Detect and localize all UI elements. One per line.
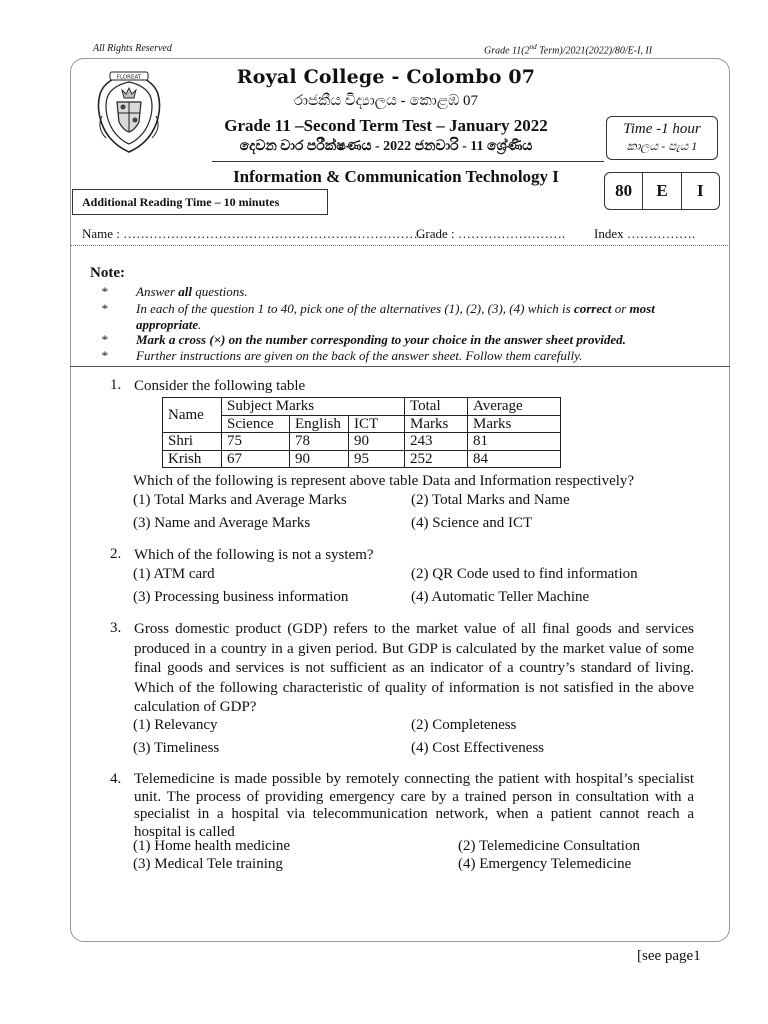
question-number: 2. (110, 546, 122, 562)
question-number: 1. (110, 377, 122, 393)
table-row (163, 433, 561, 451)
answer-option[interactable]: (3) Processing business information (133, 589, 349, 605)
note-item: In each of the question 1 to 40, pick one of the alternatives (1), (2), (3), (4) which is correct or most appropriate. (136, 301, 655, 332)
table-row (163, 450, 561, 468)
note-item: Further instructions are given on the back of the answer sheet. Follow them carefully. (136, 348, 583, 363)
index-field[interactable]: Index ……………. (594, 226, 696, 241)
test-title: Grade 11 –Second Term Test – January 2022 (224, 116, 548, 135)
table-cell: 90 (349, 433, 405, 451)
college-name: Royal College - Colombo 07 (236, 66, 536, 88)
subject-title: Information & Communication Technology I (233, 167, 559, 186)
answer-option[interactable]: (2) QR Code used to find information (411, 566, 638, 582)
table-cell: 84 (468, 450, 561, 468)
table-cell: 81 (468, 433, 561, 451)
answer-option[interactable]: (3) Timeliness (133, 740, 220, 756)
crest-banner-text: FLOREAT (116, 74, 142, 81)
table-cell: 90 (290, 450, 349, 468)
answer-option[interactable]: (4) Automatic Teller Machine (411, 589, 590, 605)
reading-time-box: Additional Reading Time – 10 minutes (72, 189, 328, 215)
answer-option[interactable]: (1) Relevancy (133, 717, 218, 733)
time-allowed: Time -1 hour (623, 121, 701, 137)
table-cell: 67 (222, 450, 290, 468)
subject-code: 80 (605, 173, 643, 209)
paper-code-line: Grade 11(2nd Term)/2021(2022)/80/E-I, II (484, 43, 653, 57)
question-number: 4. (110, 771, 122, 787)
table-cell: Krish (163, 450, 222, 468)
table-header: Subject Marks (222, 398, 405, 416)
name-field[interactable]: Name : …………………………………………………………….. (82, 226, 429, 241)
table-header: Marks (468, 415, 561, 433)
note-label: Note: (90, 265, 125, 281)
table-header: Average (468, 398, 561, 416)
table-header: Science (222, 415, 290, 433)
answer-option[interactable]: (1) Total Marks and Average Marks (133, 492, 347, 508)
medium-code: E (643, 173, 681, 209)
answer-option[interactable]: (1) ATM card (133, 566, 215, 582)
question-number: 3. (110, 620, 122, 636)
answer-option[interactable]: (4) Cost Effectiveness (411, 740, 545, 756)
note-bullet: * (101, 301, 108, 316)
table-cell: 95 (349, 450, 405, 468)
time-box (606, 116, 718, 160)
time-allowed-local: කාලය - පැය 1 (626, 139, 698, 153)
answer-option[interactable]: (2) Telemedicine Consultation (458, 838, 640, 854)
table-header: English (290, 415, 349, 433)
test-title-local: දෙවන වාර පරීක්ෂණය - 2022 ජනවාරි - 11 ශ්‍රේණිය (239, 139, 533, 154)
table-header: Total (405, 398, 468, 416)
table-cell: 78 (290, 433, 349, 451)
answer-option[interactable]: (3) Medical Tele training (133, 856, 283, 872)
table-header: Name (163, 398, 222, 433)
question-text: Which of the following is not a system? (134, 547, 374, 563)
note-item: Answer all questions. (136, 284, 248, 299)
answer-option[interactable]: (2) Total Marks and Name (411, 492, 570, 508)
note-item: Mark a cross (×) on the number corresponding to your choice in the answer sheet provided. (136, 332, 626, 347)
paper-number: I (697, 181, 704, 200)
paper-code-box (604, 172, 720, 210)
notes-divider (70, 366, 730, 367)
table-cell: 75 (222, 433, 290, 451)
question-text: Gross domestic product (GDP) refers to the market value of all final goods and services produced in a country in a given period. But GDP is calculated by the market value of some final goods and services is not sufficient as an indicator of a country’s standard of living. Which of the following characteristic of quality of information is not satisfied in the above calculation of GDP? (134, 621, 694, 715)
question-text: Telemedicine is made possible by remotely connecting the patient with hospital’s specialist unit. The process of providing emergency care by a trained person in consultation with a specialist in a hospital via telecommunication network, when a patient cannot reach a hospital is called (134, 771, 694, 840)
answer-option[interactable]: (2) Completeness (411, 717, 517, 733)
question-intro: Consider the following table (134, 378, 306, 394)
note-bullet: * (101, 348, 108, 363)
table-cell: Shri (163, 433, 222, 451)
answer-option[interactable]: (4) Emergency Telemedicine (458, 856, 632, 872)
grade-field[interactable]: Grade : ……………………. (416, 226, 566, 241)
note-bullet: * (101, 284, 108, 299)
table-cell: 243 (405, 433, 468, 451)
answer-option[interactable]: (4) Science and ICT (411, 515, 533, 531)
table-header: Marks (405, 415, 468, 433)
info-divider (70, 245, 730, 246)
rights-notice: All Rights Reserved (93, 43, 172, 54)
table-header: ICT (349, 415, 405, 433)
answer-option[interactable]: (1) Home health medicine (133, 838, 291, 854)
see-page-note: [see page1 (637, 948, 701, 964)
marks-table (162, 397, 561, 468)
college-crest-logo (92, 68, 166, 154)
college-name-local: රාජකීය විද්‍යාලය - කොළඹ 07 (293, 93, 479, 109)
question-text: Which of the following is represent above table Data and Information respectively? (133, 473, 635, 489)
answer-option[interactable]: (3) Name and Average Marks (133, 515, 311, 531)
table-cell: 252 (405, 450, 468, 468)
note-bullet: * (101, 332, 108, 347)
title-divider (212, 161, 604, 162)
